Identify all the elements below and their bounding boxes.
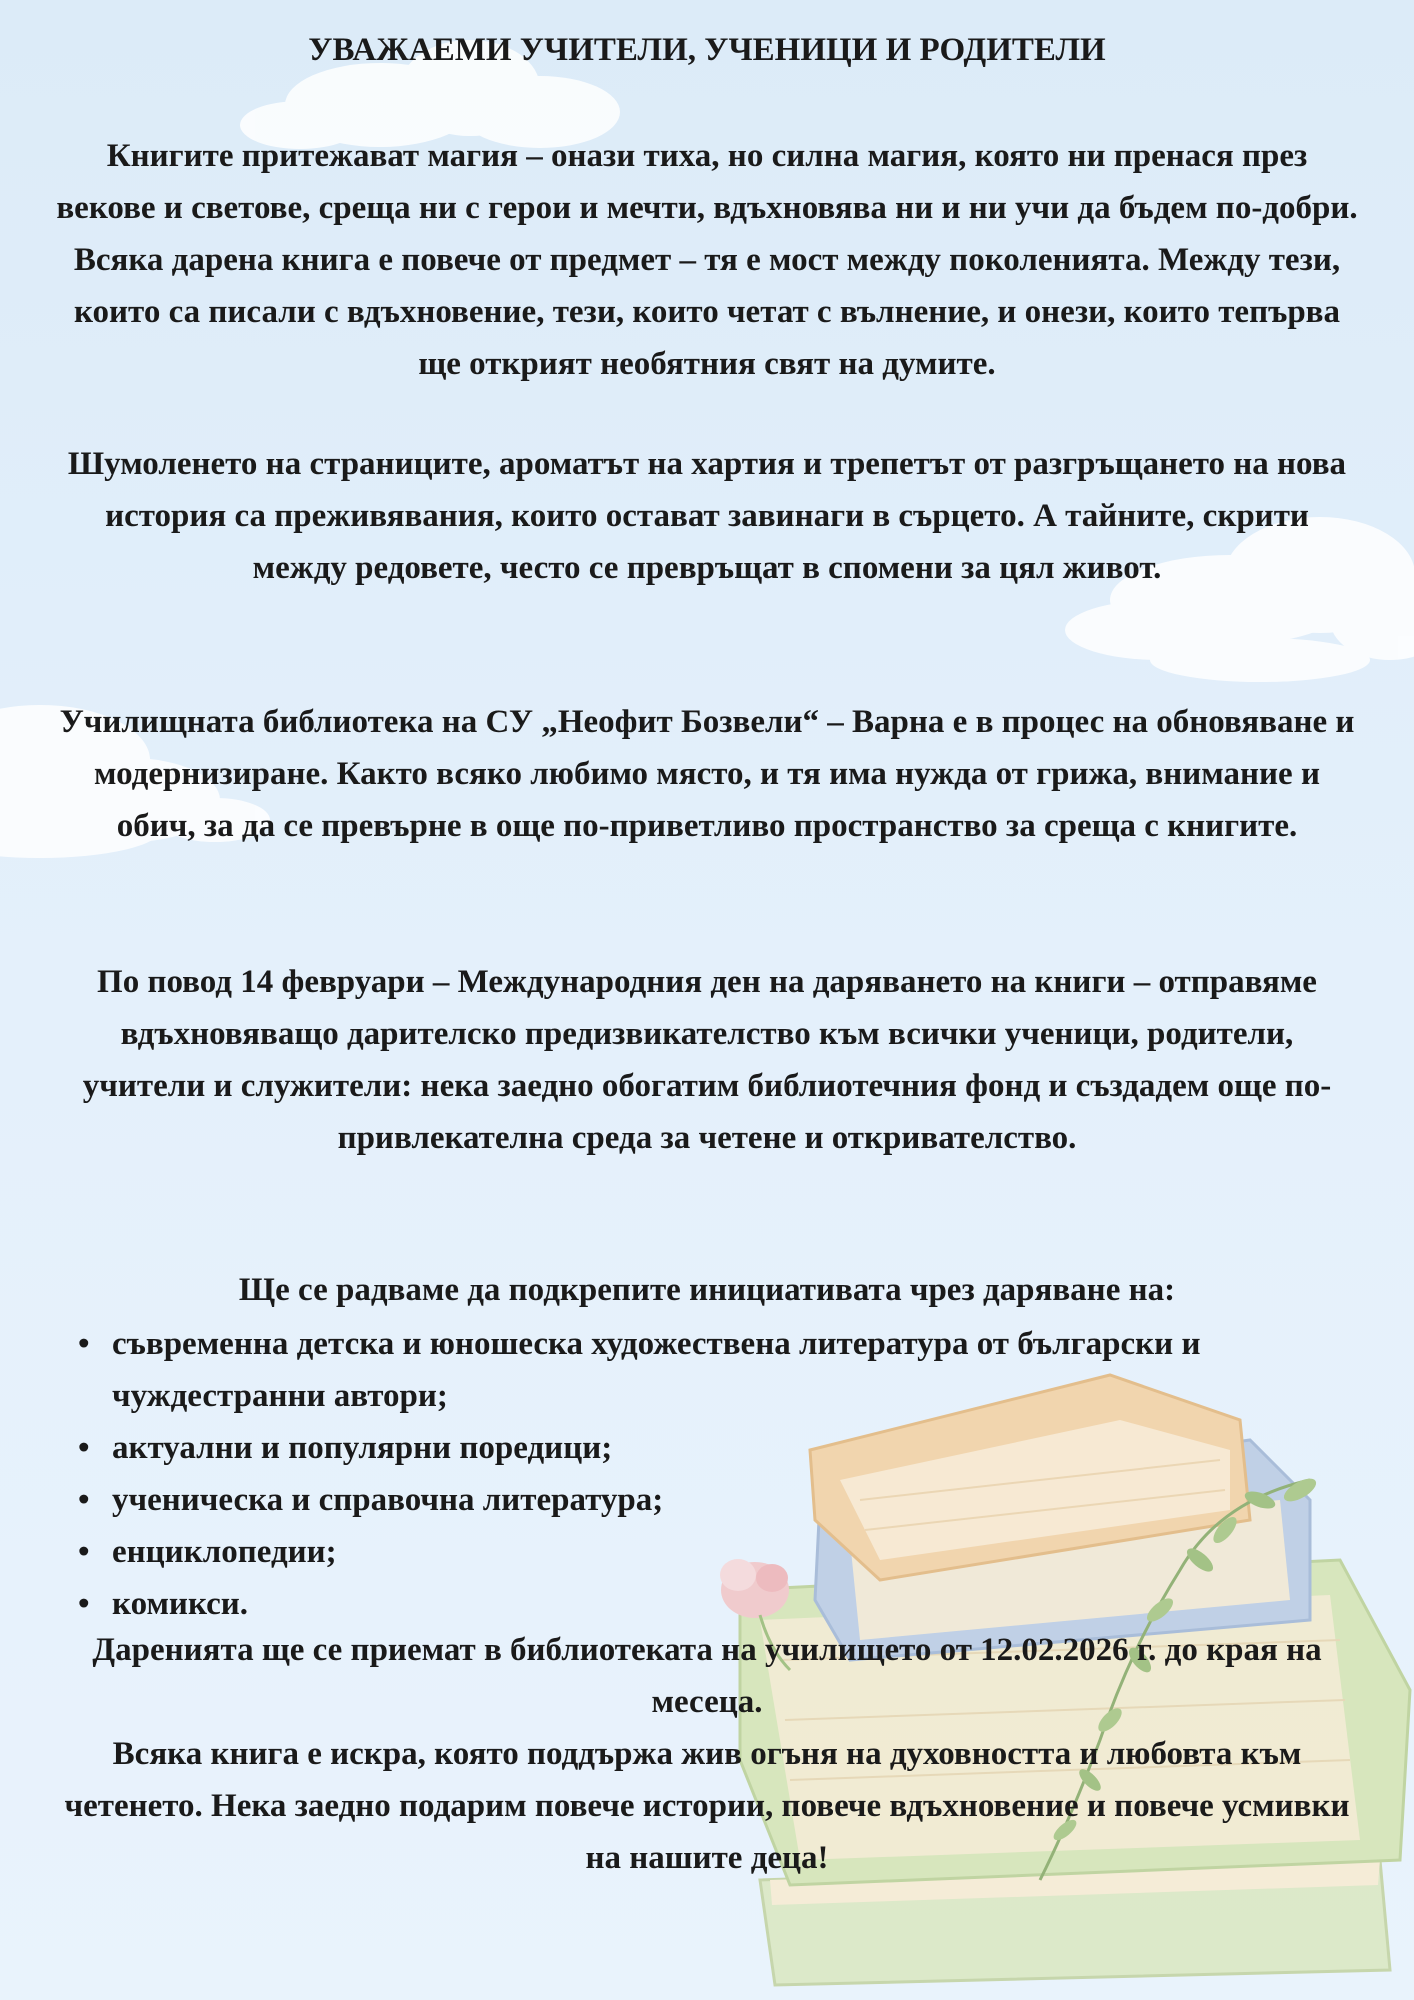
list-item: • енциклопедии; <box>72 1526 1372 1578</box>
paragraph-library-renovation: Училищната библиотека на СУ „Неофит Бозвели“ – Варна е в процес на обновяване и модернизиране. Както всяко любимо място, и тя има нужда от грижа, внимание и обич, за да се превърне в още по-приветливо пространство за среща с книгите. <box>59 704 1355 844</box>
list-item: • актуални и популярни поредици; <box>72 1422 1372 1474</box>
list-item: • комикси. <box>72 1578 1372 1630</box>
paragraph-pages: Шумоленето на страниците, ароматът на хартия и трепетът от разгръщането на нова история са преживявания, които остават завинаги в сърцето. А тайните, скрити между редовете, често се превръщат в спомени за цял живот. <box>67 446 1347 586</box>
donation-items-list <box>72 1318 1372 1630</box>
list-item: • съвременна детска и юношеска художествена литература от български и чуждестранни автори; <box>72 1318 1372 1422</box>
page-title: УВАЖАЕМИ УЧИТЕЛИ, УЧЕНИЦИ И РОДИТЕЛИ <box>308 32 1106 68</box>
paragraph-donation-challenge: По повод 14 февруари – Международния ден на даряването на книги – отправяме вдъхновяващо дарителско предизвикателство към всички ученици, родители, учители и служители: нека заедно обогатим библиотечния фонд и създадем още по-привлекателна среда за четене и откривателство. <box>82 964 1332 1156</box>
list-intro: Ще се радваме да подкрепите инициативата чрез даряване на: <box>238 1272 1176 1308</box>
list-item: • ученическа и справочна литература; <box>72 1474 1372 1526</box>
paragraph-closing: Всяка книга е искра, която поддържа жив огъня на духовността и любовта към четенето. Нека заедно подарим повече истории, повече вдъхновение и повече усмивки на нашите деца! <box>64 1736 1350 1876</box>
paragraph-donation-dates: Даренията ще се приемат в библиотеката на училището от 12.02.2026 г. до края на месеца. <box>92 1632 1322 1720</box>
paragraph-magic-of-books: Книгите притежават магия – онази тиха, но силна магия, която ни пренася през векове и светове, среща ни с герои и мечти, вдъхновява ни и ни учи да бъдем по-добри. Всяка дарена книга е повече от предмет – тя е мост между поколенията. Между тези, които са писали с вдъхновение, тези, които четат с вълнение, и онези, които тепърва ще открият необятния свят на думите. <box>56 138 1358 382</box>
